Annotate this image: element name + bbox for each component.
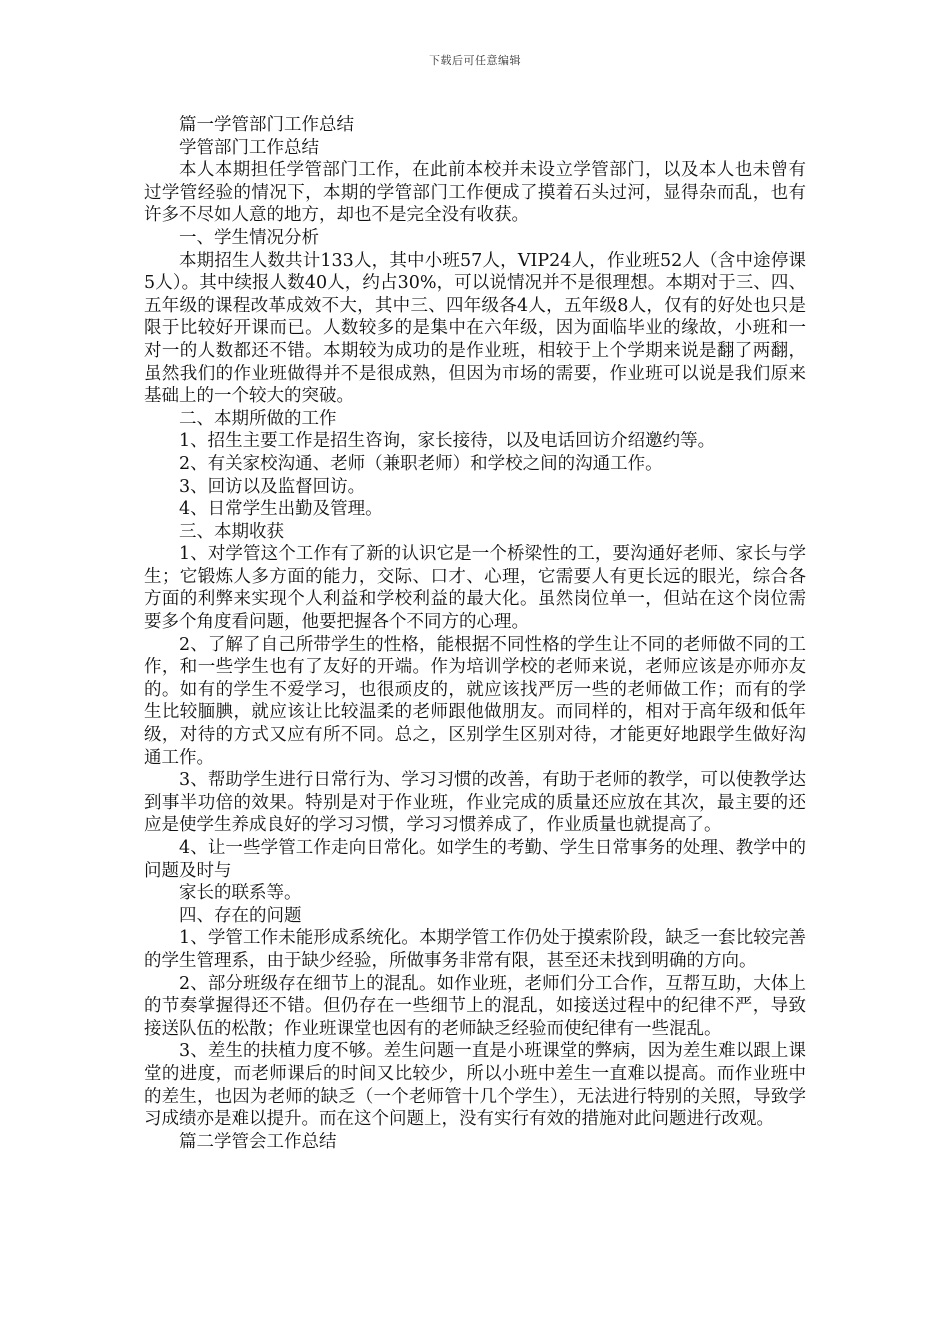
heading-gains: 三、本期收获: [179, 521, 284, 542]
work-item-4: 4、日常学生出勤及管理。: [179, 499, 383, 520]
problem-item-1: 1、学管工作未能形成系统化。本期学管工作仍处于摸索阶段，缺乏一套比较完善的学生管理系，由于缺少经验，所做事务非常有限，甚至还未找到明确的方向。: [144, 928, 806, 971]
student-analysis-paragraph: 本期招生人数共计133人，其中小班57人，VIP24人，作业班52人（含中途停课5人）。其中续报人数40人，约占30%，可以说情况并不是很理想。本期对于三、四、五年级的课程改革成效不大，其中三、四年级各4人，五年级8人，仅有的好处也只是限于比较好开课而已。人数较多的是集中在六年级，因为面临毕业的缘故，小班和一对一的人数都还不错。本期较为成功的是作业班，相较于上个学期来说是翻了两翻，虽然我们的作业班做得并不是很成熟，但因为市场的需要，作业班可以说是我们原来基础上的一个较大的突破。: [144, 250, 806, 407]
work-item-1: 1、招生主要工作是招生咨询，家长接待，以及电话回访介绍邀约等。: [179, 431, 716, 452]
section-title-part-one: 篇一学管部门工作总结: [179, 115, 354, 135]
heading-work-done: 二、本期所做的工作: [179, 408, 337, 429]
intro-paragraph: 本人本期担任学管部门工作，在此前本校并未设立学管部门，以及本人也未曾有过学管经验的情况下，本期的学管部门工作便成了摸着石头过河，显得杂而乱，也有许多不尽如人意的地方，却也不是完全没有收获。: [144, 160, 806, 226]
gain-item-4-continued: 家长的联系等。: [179, 883, 302, 904]
gain-item-2: 2、了解了自己所带学生的性格，能根据不同性格的学生让不同的老师做不同的工作，和一些学生也有了友好的开端。作为培训学校的老师来说，老师应该是亦师亦友的。如有的学生不爱学习，也很顽皮的，就应该找严厉一些的老师做工作；而有的学生比较腼腆，就应该让比较温柔的老师跟他做朋友。而同样的，相对于高年级和低年级，对待的方式又应有所不同。总之，区别学生区别对待，才能更好地跟学生做好沟通工作。: [144, 634, 806, 768]
heading-problems: 四、存在的问题: [179, 905, 302, 926]
work-item-2: 2、有关家校沟通、老师（兼职老师）和学校之间的沟通工作。: [179, 453, 663, 474]
problem-item-3: 3、差生的扶植力度不够。差生问题一直是小班课堂的弊病，因为差生难以跟上课堂的进度，而老师课后的时间又比较少，所以小班中差生一直难以提高。而作业班中的差生，也因为老师的缺乏（一个老师管十几个学生），无法进行特别的关照，导致学习成绩亦是难以提升。而在这个问题上，没有实行有效的措施对此问题进行改观。: [144, 1041, 806, 1130]
gain-item-3: 3、帮助学生进行日常行为、学习习惯的改善，有助于老师的教学，可以使教学达到事半功倍的效果。特别是对于作业班，作业完成的质量还应放在其次，最主要的还应是使学生养成良好的学习习惯，学习习惯养成了，作业质量也就提高了。: [144, 770, 806, 836]
gain-item-4: 4、让一些学管工作走向日常化。如学生的考勤、学生日常事务的处理、教学中的问题及时与: [144, 838, 806, 881]
work-item-3: 3、回访以及监督回访。: [179, 476, 366, 497]
problem-item-2: 2、部分班级存在细节上的混乱。如作业班，老师们分工合作，互帮互助，大体上的节奏掌握得还不错。但仍存在一些细节上的混乱，如接送过程中的纪律不严，导致接送队伍的松散；作业班课堂也因有的老师缺乏经验而使纪律有一些混乱。: [144, 973, 806, 1039]
heading-student-analysis: 一、学生情况分析: [179, 227, 319, 248]
section-title-part-two: 篇二学管会工作总结: [179, 1131, 337, 1152]
document-title: 学管部门工作总结: [179, 137, 319, 158]
document-body: [144, 114, 806, 1153]
gain-item-1: 1、对学管这个工作有了新的认识它是一个桥梁性的工，要沟通好老师、家长与学生；它锻炼人多方面的能力，交际、口才、心理，它需要人有更长远的眼光，综合各方面的利弊来实现个人利益和学校利益的最大化。虽然岗位单一，但站在这个岗位需要多个角度看问题，他要把握各个不同方的心理。: [144, 544, 806, 633]
page-header-note: 下载后可任意编辑: [429, 54, 521, 67]
